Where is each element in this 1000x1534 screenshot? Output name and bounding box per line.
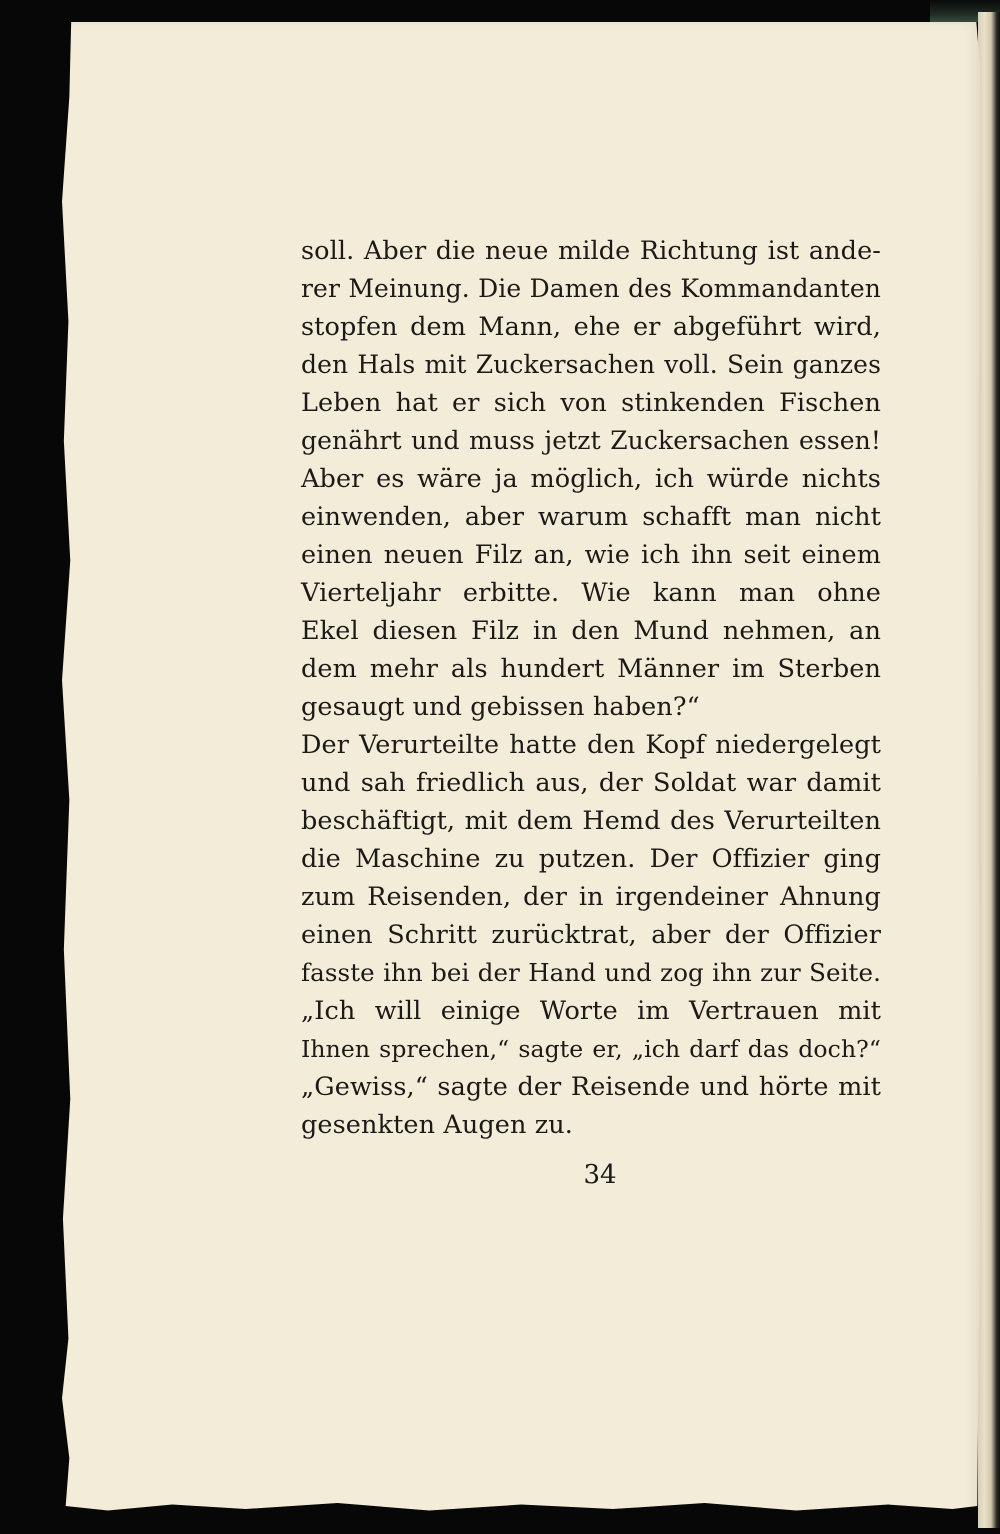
text-line: dem mehr als hundert Männer im Sterben [301,654,881,684]
book-board-edge [978,12,1000,1528]
text-line: gesenkten Augen zu. [301,1110,573,1140]
text-line: fasste ihn bei der Hand und zog ihn zur Seite. [301,958,881,987]
text-line: Ihnen sprechen,“ sagte er, „ich darf das doch?“ [301,1035,881,1063]
text-line: und sah friedlich aus, der Soldat war damit [301,768,881,798]
text-line: einen Schritt zurücktrat, aber der Offizier [301,920,881,950]
text-line: stopfen dem Mann, ehe er abgeführt wird, [301,312,881,342]
text-line: genährt und muss jetzt Zuckersachen essen! [301,426,881,455]
body-text [301,232,881,1144]
text-line: den Hals mit Zuckersachen voll. Sein ganzes [301,350,881,379]
text-line: einen neuen Filz an, wie ich ihn seit einem [301,540,881,570]
text-line: „Ich will einige Worte im Vertrauen mit [301,996,881,1026]
text-line: gesaugt und gebissen haben?“ [301,692,700,722]
page-number: 34 [583,1160,617,1190]
text-line: einwenden, aber warum schafft man nicht [301,502,881,532]
text-line: „Gewiss,“ sagte der Reisende und hörte mit [301,1072,881,1102]
text-line: Leben hat er sich von stinkenden Fischen [301,388,881,418]
text-line: Vierteljahr erbitte. Wie kann man ohne [301,578,881,608]
text-line: beschäftigt, mit dem Hemd des Verurteilten [301,806,881,836]
text-line: Ekel diesen Filz in den Mund nehmen, an [301,616,881,646]
text-line: zum Reisenden, der in irgendeiner Ahnung [301,882,881,912]
text-line: Der Verurteilte hatte den Kopf niedergelegt [301,730,881,760]
text-line: Aber es wäre ja möglich, ich würde nichts [301,464,881,494]
text-line: rer Meinung. Die Damen des Kommandanten [301,274,881,303]
text-line: die Maschine zu putzen. Der Offizier ging [301,844,881,874]
text-line: soll. Aber die neue milde Richtung ist ande- [301,236,881,266]
